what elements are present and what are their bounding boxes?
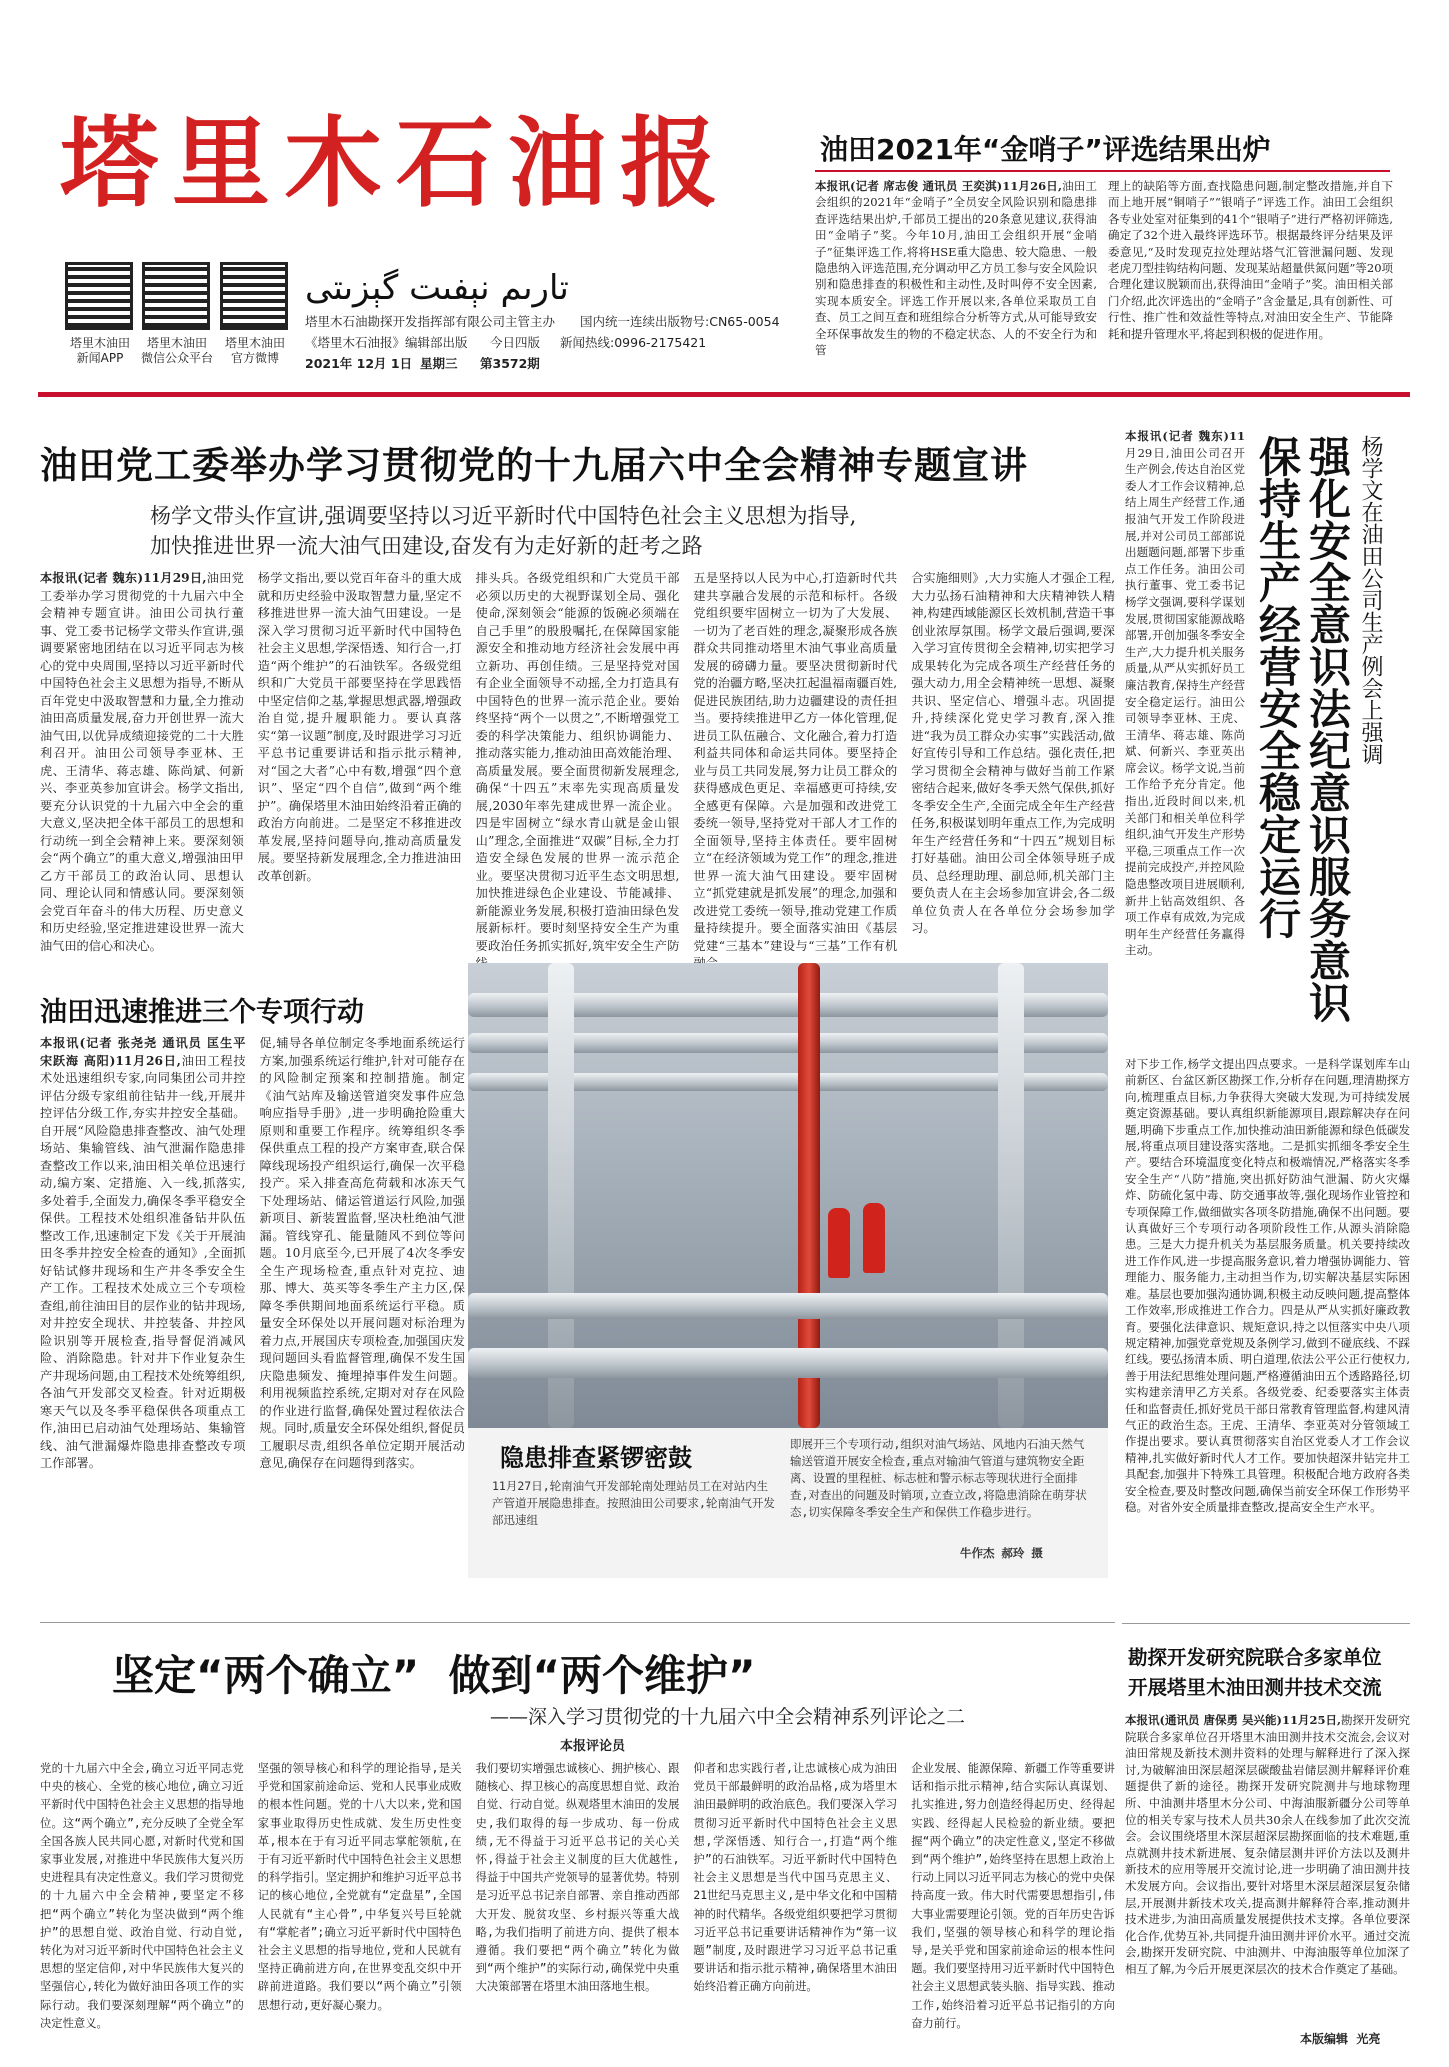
right-story-vertical-headline-2: 保持生产经营安全稳定运行: [1253, 435, 1302, 939]
news-hotline: 新闻热线:0996-2175421: [560, 335, 707, 350]
top-story-byline: 本报讯(记者 席志俊 通讯员 王奕淇)11月26日,: [815, 179, 1062, 193]
page-count: 今日四版: [490, 335, 541, 350]
three-actions-body: [40, 1035, 465, 1635]
research-headline-1: 勘探开发研究院联合多家单位: [1128, 1646, 1382, 1669]
divider: [815, 170, 1390, 172]
research-body: [1125, 1712, 1410, 2018]
news-photo: [468, 963, 1108, 1428]
photo-caption-right: 即展开三个专项行动,组织对油气场站、风地内石油天然气输送管道开展安全检查,重点对输油气管道与建筑物安全距离、设置的里程桩、标志桩和警示标志等现状进行全面排查,对查出的问题及时销项,立查立改,将隐患消除在萌芽状态,切实保障冬季安全生产和保供工作稳步进行。: [790, 1437, 1087, 1519]
worker-figure: [863, 1203, 885, 1273]
lead-col2: 杨学文指出,要以党百年奋斗的重大成就和历史经验中汲取智慧力量,坚定不移推进世界一流大油气田建设。一是深入学习贯彻习近平新时代中国特色社会主义思想,学深悟透、知行合一,打造“两个维护”的石油铁军。各级党组织和广大党员干部要坚持在学思践悟中坚定信仰之基,掌握思想武器,增强政治自觉,提升履职能力。要认真落实“第一议题”制度,及时跟进学习习近平总书记重要讲话和指示批示精神,对“国之大者”心中有数,增强“四个意识”、坚定“四个自信”,做到“两个维护”。确保塔里木油田始终沿着正确的政治方向前进。二是坚定不移推进改革发展,坚持问题导向,推动高质量发展。要坚持新发展理念,全力推进油田改革创新。: [257, 571, 462, 883]
lead-story-body: [40, 570, 1115, 970]
issue-number: 第3572期: [480, 356, 540, 371]
divider: [40, 1622, 1115, 1623]
commentary-headline: 坚定“两个确立” 做到“两个维护”: [112, 1651, 756, 1700]
three-actions-byline: 本报讯(记者 张尧尧 通讯员 匡生平 宋跃海 高阳)11月26日,: [40, 1036, 246, 1068]
commentary-col1: 党的十九届六中全会,确立习近平同志党中央的核心、全党的核心地位,确立习近平新时代中国特色社会主义思想的指导地位。这“两个确立”,充分反映了全党全军全国各族人民共同心愿,对新时代党和国家事业发展,对推进中华民族伟大复兴历史进程具有决定性意义。我们学习贯彻党的十九届六中全会精神,要坚定不移把“两个确立”转化为坚决做到“两个维护”的思想自觉、政治自觉、行动自觉,转化为对习近平新时代中国特色社会主义思想的坚定信仰,对中华民族伟大复兴的坚强信心,转化为做好油田各项工作的实际行动。我们要深刻理解“两个确立”的决定性意义。: [40, 1762, 244, 2030]
worker-figure: [828, 1208, 850, 1278]
qr-code-icon[interactable]: [142, 262, 210, 330]
commentary-col2: 坚强的领导核心和科学的理论指导,是关乎党和国家前途命运、党和人民事业成败的根本性问题。党的十八大以来,党和国家事业取得历史性成就、发生历史性变革,根本在于有习近平同志掌舵领航,在于有习近平新时代中国特色社会主义思想的科学指引。坚定拥护和维护习近平总书记的核心地位,全党就有“定盘星”,全国人民就有“主心骨”,中华复兴号巨轮就有“掌舵者”;确立习近平新时代中国特色社会主义思想的指导地位,党和人民就有坚持正确前进方向,在世界变乱交织中开辟前进道路。我们要以“两个确立”引领思想行动,更好凝心聚力。: [257, 1762, 462, 2012]
top-story-headline: 油田2021年“金哨子”评选结果出炉: [820, 133, 1271, 166]
qr-code-icon[interactable]: [65, 262, 133, 330]
masthead-title: 塔里木石油报: [60, 106, 733, 221]
commentary-col5: 企业发展、能源保障、新疆工作等重要讲话和指示批示精神,结合实际认真谋划、扎实推进,努力创造经得起历史、经得起实践、经得起人民检验的新业绩。要把握“两个确立”的决定性意义,坚定不移做到“两个维护”,始终坚持在思想上政治上行动上同以习近平同志为核心的党中央保持高度一致。伟大时代需要思想指引,伟大事业需要理论引领。党的百年历史告诉我们,坚强的领导核心和科学的理论指导,是关乎党和国家前途命运的根本性问题。我们要坚持用习近平新时代中国特色社会主义思想武装头脑、指导实践、推动工作,始终沿着习近平总书记指引的方向奋力前行。: [911, 1762, 1115, 2030]
lead-col1: [40, 570, 244, 970]
right-story-byline: 本报讯(记者 魏东)11: [1125, 429, 1245, 443]
lead-col5: 合实施细则》,大力实施人才强企工程,大力弘扬石油精神和大庆精神铁人精神,构建西域能源区长效机制,营造干事创业浓厚氛围。杨学文最后强调,要深入学习宣传贯彻全会精神,切实把学习成果转化为完成各项生产经营任务的强大动力,用全会精神统一思想、凝聚共识、坚定信心、增强斗志。巩固提升,持续深化党史学习教育,深入推进“我为员工群众办实事”实践活动,做好宣传引导和工作总结。强化责任,把学习贯彻全会精神与做好当前工作紧密结合起来,做好冬季天然气保供,抓好冬季安全生产,全面完成全年生产经营任务,积极谋划明年重点工作,为完成明年生产经营任务和“十四五”规划目标打好基础。油田公司全体领导班子成员、总经理助理、副总师,机关部门主要负责人在主会场参加宣讲会,各二级单位负责人在各单位分会场参加学习。: [911, 571, 1115, 935]
right-story-intro: [1125, 428, 1245, 1050]
qr-code-icon[interactable]: [220, 262, 288, 330]
commentary-col4: 仰者和忠实践行者,让忠诚核心成为油田党员干部最鲜明的政治品格,成为塔里木油田最鲜明的政治底色。我们要深入学习贯彻习近平新时代中国特色社会主义思想,学深悟透、知行合一,打造“两个维护”的石油铁军。习近平新时代中国特色社会主义思想是当代中国马克思主义、21世纪马克思主义,是中华文化和中国精神的时代精华。各级党组织要把学习贯彻习近平总书记重要讲话精神作为“第一议题”制度,及时跟进学习习近平总书记重要讲话和指示批示精神,确保塔里木油田始终沿着正确方向前进。: [693, 1762, 898, 1994]
top-story-col1: [815, 178, 1097, 378]
photo-credit: 牛作杰 郝玲 摄: [960, 1546, 1043, 1560]
top-story-text: 油田工会组织的2021年“金哨子”全员安全风险识别和隐患排查评选结果出炉,千部员工提出的20条意见建议,获得油田“金哨子”奖。今年10月,油田工会组织开展“金哨子”征集评选工作,将将HSE重大隐患、较大隐患、一般隐患纳入评选范围,充分调动甲乙方员工参与安全风险识别和隐患排查的积极性和主动性,及时叫停不安全因素,实现本质安全。评选工作开展以来,各单位采取员工自查、员工之间互查和班组综合分析等方式,从可能导致安全环保事故发生的物的不稳定状态、人的不安全行为和管: [815, 179, 1097, 358]
editorial-dept: 《塔里木石油报》编辑部出版: [305, 335, 468, 350]
sponsor: 塔里木石油勘探开发指挥部有限公司主管主办: [305, 314, 556, 329]
issue-date: 2021年 12月 1日: [305, 356, 413, 371]
qr-label-weibo: 塔里木油田 官方微博: [224, 336, 285, 365]
commentary-byline: 本报评论员: [560, 1739, 626, 1754]
lead-headline: 油田党工委举办学习贯彻党的十九届六中全会精神专题宣讲: [40, 444, 1028, 487]
page-editor: 本版编辑 光亮: [1300, 2032, 1381, 2046]
photo-title: 隐患排查紧锣密鼓: [500, 1444, 692, 1472]
qr-label-wechat: 塔里木油田 微信公众平台: [140, 336, 213, 365]
issue-weekday: 星期三: [420, 356, 458, 371]
right-story-intro-text: 月29日,油田公司召开生产例会,传达自治区党委人才工作会议精神,总结上周生产经营工作,通报油气开发工作阶段进展,并对公司员工部部说出题题问题,部署下步重点工作任务。油田公司执行董事、党工委书记杨学文强调,要科学谋划发展,贯彻国家能源战略部署,开创加强冬季安全生产,大力提升机关服务质量,从严从实抓好员工廉洁教育,保持生产经营安全稳定运行。油田公司领导李亚林、王虎、王清华、蒋志雄、陈尚斌、何新兴、李亚英出席会议。杨学文说,当前工作给予充分肯定。他指出,近段时间以来,机关部门和相关单位科学组织,油气开发生产形势平稳,三项重点工作一次提前完成投产,并控风险隐患整改项目进展顺利,新井上钻高效组织、各项工作卓有成效,为完成明年生产经营任务赢得主动。: [1125, 445, 1245, 958]
divider: [1122, 1623, 1410, 1624]
pipe: [468, 1348, 1108, 1378]
commentary-col3: 我们要切实增强忠诚核心、拥护核心、跟随核心、捍卫核心的高度思想自觉、政治自觉、行动自觉。纵观塔里木油田的发展史,我们取得的每一步成功、每一份成绩,无不得益于习近平总书记的关心关怀,得益于社会主义制度的巨大优越性,得益于中国共产党领导的显著优势。特别是习近平总书记亲自部署、亲自推动西部大开发、脱贫攻坚、乡村振兴等重大战略,为我们指明了前进方向、提供了根本遵循。我们要把“两个确立”转化为做到“两个维护”的实际行动,确保党中央重大决策部署在塔里木油田落地生根。: [475, 1762, 680, 1994]
right-story-vertical-headline-1: 强化安全意识法纪意识服务意识: [1303, 435, 1352, 1023]
lead-col3: 排头兵。各级党组织和广大党员干部必须以历史的大视野谋划全局、强化使命,深刻领会“能源的饭碗必须端在自己手里”的殷殷嘱托,在保障国家能源安全和推动地方经济社会发展中再立新功、再创佳绩。三是坚持党对国有企业全面领导不动摇,全力打造具有中国特色的世界一流示范企业。要始终坚持“两个一以贯之”,不断增强党工委的科学决策能力、组织协调能力、推动落实能力,推动油田高效能治理、高质量发展。要全面贯彻新发展理念,确保“十四五”末率先实现高质量发展,2030年率先建成世界一流企业。四是牢固树立“绿水青山就是金山银山”理念,全面推进“双碳”目标,全力打造安全绿色发展的世界一流示范企业。要坚决贯彻习近平生态文明思想,加快推进绿色企业建设、节能减排、新能源业务发展,积极打造油田绿色发展新标杆。要时刻坚持安全生产为重要政治任务抓实抓好,筑牢安全生产防: [475, 571, 680, 953]
lead-subhead-2: 加快推进世界一流大油气田建设,奋发有为走好新的赶考之路: [150, 534, 703, 558]
research-byline: 本报讯(通讯员 唐保勇 吴兴能)11月25日,: [1125, 1713, 1341, 1727]
qr-label-app: 塔里木油田 新闻APP: [69, 336, 130, 365]
right-story-body: 对下步工作,杨学文提出四点要求。一是科学谋划库车山前新区、台盆区新区勘探工作,分析存在问题,理清勘探方向,梳理重点目标,力争获得大突破大发现,为可持续发展奠定资源基础。要认真组织新能源项目,跟踪解决存在问题,明确下步重点工作,加快推动油田新能源和绿色低碳发展,将重点项目建设落实落地。二是抓实抓细冬季安全生产。要结合环境温度变化特点和极端情况,严格落实冬季安全生产“八防”措施,突出抓好防油气泄漏、防火灾爆炸、防硫化氢中毒、防交通事故等,强化现场作业管控和专项保障工作,做细做实各项冬防措施,确保不出问题。要认真做好三个专项行动各项阶段性工作,从源头消除隐患。三是大力提升机关为基层服务质量。机关要持续改进工作作风,进一步提高服务意识,着力增强协调能力、管理能力、服务能力,主动担当作为,切实解决基层实际困难。基层也要加强沟通协调,积极主动反映问题,提高整体工作效率,形成推进工作合力。四是从严从实抓好廉政教育。要强化法律意识、规矩意识,持之以恒落实中央八项规定精神,加强党章党规及条例学习,做到不碰底线、不踩红线。要弘扬清本质、明白道理,依法公平公正行使权力,善于用法纪思维处理问题,严格遵循油田五个透路路径,切实构建亲清甲乙方关系。各级党委、纪委要落实主体责任和监督责任,抓好党员干部日常教育管理监督,构建风清气正的政治生态。王虎、王清华、李亚英对分管领域工作提出要求。要认真贯彻落实自治区党委人才工作会议精神,扎实做好新时代人才工作。要加快超深井钻完井工具配套,加强井下特殊工具管理。积极配合地方政府各类安全检查,要及时整改问题,确保当前安全环保工作形势平稳。对省外安全质量排查整改,提高安全生产水平。: [1125, 1057, 1410, 1514]
photo-caption-left: 11月27日,轮南油气开发部轮南处理站员工在对站内生产管道开展隐患排查。按照油田公司要求,轮南油气开发部迅速组: [492, 1479, 775, 1527]
research-body-text: 勘探开发研究院联合多家单位召开塔里木油田测井技术交流会,会议对油田常规及新技术测井资料的处理与解释进行了深入探讨,为破解油田深层超深层碳酸盐岩储层测井解释评价难题提供了新的途径。勘探开发研究院测井与地球物理所、中油测井塔里木分公司、中海油服新疆分公司等单位的相关专家与技术人员共30余人在线参加了此次交流会。会议围绕塔里木深层超深层勘探面临的技术难题,重点就测井技术新进展、复杂储层测井评价方法以及测井新技术的应用等展开交流讨论,进一步明确了油田测井技术发展方向。会议指出,要针对塔里木深层超深层复杂储层,开展测井新技术攻关,提高测井解释符合率,推动测井技术进步,为油田高质量发展提供技术支撑。各单位要深化合作,优势互补,共同提升油田测井评价水平。通过交流会,勘探开发研究院、中油测井、中海油服等单位加深了相互了解,为今后开展更深层次的技术合作奠定了基础。: [1125, 1713, 1410, 1976]
masthead-uyghur-title: تارىم نېفىت گېزىتى: [305, 268, 569, 308]
pipe: [468, 1293, 1108, 1319]
commentary-body: [40, 1760, 1115, 2048]
commentary-subhead: ——深入学习贯彻党的十九届六中全会精神系列评论之二: [490, 1706, 966, 1728]
right-story-vertical-subhead: 杨学文在油田公司生产例会上强调: [1358, 435, 1383, 765]
lead-col1-text: 油田党工委举办学习贯彻党的十九届六中全会精神专题宣讲。油田公司执行董事、党工委书记杨学文带头作宣讲,强调要紧密地团结在以习近平同志为核心的党中央周围,坚持以习近平新时代中国特色社会主义思想为指导,不断从百年党史中汲取智慧和力量,全力推动油田高质量发展,奋力开创世界一流大油气田,以优异成绩迎接党的二十大胜利召开。油田公司领导李亚林、王虎、王清华、蒋志雄、陈尚斌、何新兴、李亚英参加宣讲会。杨学文指出,要充分认识党的十九届六中全会的重大意义,坚决把全体干部员工的思想和行动统一到全会精神上来。要深刻领会“两个确立”的重大意义,增强油田甲乙方干部员工的政治认同、思想认同、理论认同和情感认同。要深刻领会党百年奋斗的伟大历程、历史意义和历史经验,坚定推进建设世界一流大油气田的信心和决心。: [40, 571, 244, 953]
lead-byline: 本报讯(记者 魏东)11月29日,: [40, 571, 207, 585]
lead-subhead-1: 杨学文带头作宣讲,强调要坚持以习近平新时代中国特色社会主义思想为指导,: [150, 504, 857, 528]
lead-col4: 五是坚持以人民为中心,打造新时代共建共享融合发展的示范和标杆。各级党组织要牢固树立一切为了大发展、一切为了老百姓的理念,凝聚形成各族群众共同推动塔里木油气事业高质量发展的磅礴力量。要坚决贯彻新时代党的治疆方略,坚决扛起温福南疆百姓,促进民族团结,助力边疆建设的责任担当。要持续推进甲乙方一体化管理,促进员工队伍融合、文化融合,着力打造利益共同体和命运共同体。要坚持企业与员工共同发展,努力让员工群众的获得感成色更足、幸福感更可持续,安全感更有保障。六是加强和改进党工委统一领导,坚持党对干部人才工作的全面领导,坚持主体责任。要牢固树立“在经济领域为党工作”的理念,推进世界一流大油气田建设。要牢固树立“抓党建就是抓发展”的理念,加强和改进党工委统一领导,推动党建工作质量持续提升。要全面落实油田《基层党建“三基本”建设与“三基”工作有机: [693, 571, 898, 953]
qr-code-group: [60, 262, 340, 365]
three-actions-col2: 促,辅导各单位制定冬季地面系统运行方案,加强系统运行维护,针对可能存在的风险制定预案和控制措施。制定《油气站库及输送管道突发事件应急响应指导手册》,进一步明确抢险重大原则和重要工作程序。统筹组织冬季保供重点工程的投产方案审查,联合保障线现场投产组织运行,确保一次平稳投产。采入排查高危荷载和冰冻天气下处理场站、储运管道运行风险,加强新项目、新装置监督,坚决杜绝油气泄漏。管线穿孔、能量随风不到位等问题。10月底至今,已开展了4次冬季安全生产现场检查,重点针对克拉、迪那、博大、英买等冬季生产主力区,保障冬季供期间地面系统运行平稳。质量安全环保处以开展问题对标治理为着力点,开展国庆专项检查,加强国庆发现问题回头看监督管理,确保不发生国庆隐患频发、掩埋掉事件发生问题。利用视频监控系统,定期对对存在风险的作业进行监督,确保处置过程依法合规。同时,质量安全环保处组织,督促员工履职尽责,组织各单位定期开展活动意见,确保存在问题得到落实。: [259, 1036, 465, 1470]
three-actions-headline: 油田迅速推进三个专项行动: [40, 997, 364, 1028]
masthead-rule: [38, 392, 1410, 397]
cn-number: 国内统一连续出版物号:CN65-0054: [580, 314, 780, 329]
three-actions-col1: [40, 1035, 246, 1635]
three-actions-col1-text: 油田工程技术处迅速组织专家,向同集团公司井控评估分级专家组前往钻井一线,开展井控评估分级工作,夯实井控安全基础。自开展“风险隐患排查整改、油气处理场站、集输管线、油气泄漏作隐患排查整改工作以来,油田相关单位迅速行动,编方案、定措施、入一线,抓落实,多处着手,全面发力,确保冬季平稳安全保供。工程技术处组织准备钻井队伍整改工作,迅速制定下发《关于开展油田冬季井控安全检查的通知》,全面抓好钻试修井现场和生产井冬季安全生产工作。工程技术处成立三个专项检查组,前往油田目的层作业的钻井现场,对井控安全现状、井控装备、井控风险识别等开展检查,指导督促消减风险、消除隐患。针对井下作业复杂生产井现场问题,由工程技术处统筹组织,各油气开发部交叉检查。针对近期极寒天气以及冬季平稳保供各项重点工作,油田已启动油气处理场站、集输管线、油气泄漏爆炸隐患排查整改专项工作部署。: [40, 1053, 246, 1470]
top-story-col2: 理上的缺陷等方面,查找隐患问题,制定整改措施,并自下而上地开展“铜哨子”“银哨子”评选工作。油田工会组织各专业处室对征集到的41个“银哨子”进行严格初评筛选,确定了32个进入最终评选环节。根据最终评分结果及评委意见,“及时发现克拉处理站塔气汇管泄漏问题、发现老虎刀型挂钩结构问题、发现某站超量供氮问题”等20项合理化建议脱颖而出,获得油田“金哨子”奖。油田相关部门介绍,此次评选出的“金哨子”含金量足,具有创新性、可行性、推广性和效益性等特点,对油田安全生产、节能降耗和提升管理水平,将起到积极的促进作用。: [1108, 179, 1393, 341]
research-headline-2: 开展塔里木油田测井技术交流: [1128, 1676, 1382, 1699]
